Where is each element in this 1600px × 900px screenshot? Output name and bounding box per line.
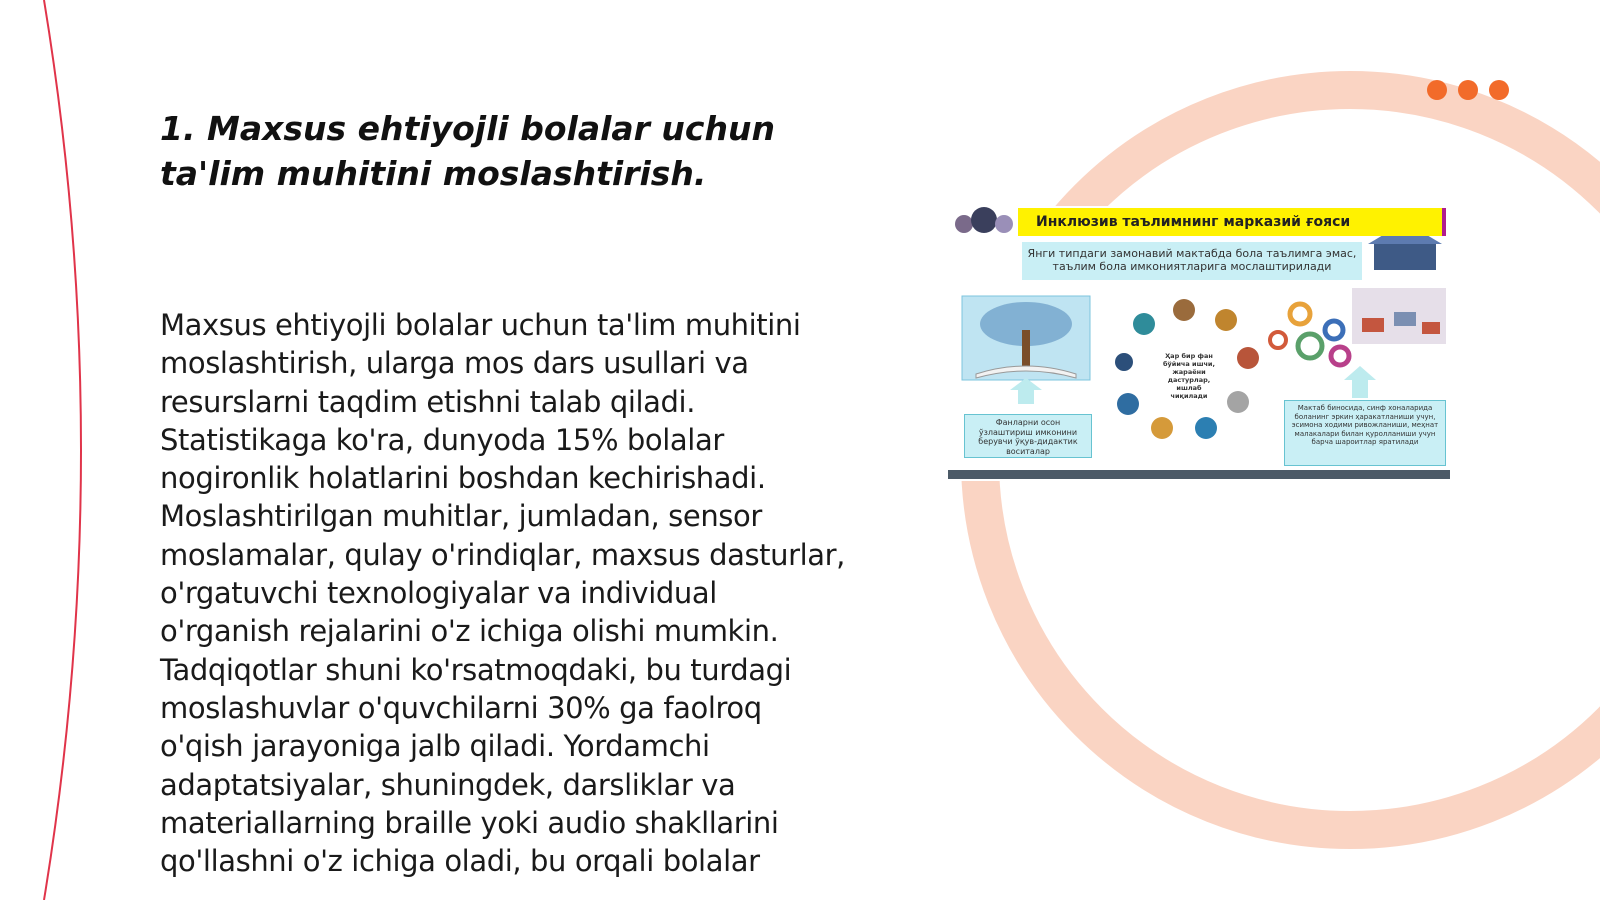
infographic-center-text: Ҳар бир фан бўйича ишчи, жараёни дастурлар, ишлаб чиқилади <box>1163 352 1215 400</box>
infographic-title: Инклюзив таълимнинг марказий ғояси <box>1018 208 1446 236</box>
infographic-right-caption: Мактаб биносида, синф хоналарида боланинг эркин ҳаракатланиши учун, эсимона ходими ривожланиши, меҳнат малакалари билан қуролланиши учун барча шароитлар яратилади <box>1284 400 1446 466</box>
infographic-subtitle: Янги типдаги замонавий мактабда бола таълимга эмас, таълим бола имкониятларига мослаштирилади <box>1022 242 1362 280</box>
gear-icon <box>1270 332 1286 348</box>
people-icon <box>955 215 973 233</box>
subject-icon <box>1115 353 1133 371</box>
dot <box>1427 80 1447 100</box>
subject-icon <box>1173 299 1195 321</box>
arrow-up-icon <box>1344 366 1376 398</box>
left-curve-line <box>44 0 81 900</box>
menu-dots-icon[interactable] <box>1427 80 1509 100</box>
slide-title: 1. Maxsus ehtiyojli bolalar uchun ta'lim muhitini moslashtirish. <box>160 109 775 193</box>
gear-icon <box>1331 347 1349 365</box>
infographic-left-caption: Фанларни осон ўзлаштириш имконини берувчи ўқув-дидактик воситалар <box>964 414 1092 458</box>
subject-icon <box>1117 393 1139 415</box>
subject-icon <box>1151 417 1173 439</box>
people-icon <box>995 215 1013 233</box>
subject-icon <box>1195 417 1217 439</box>
inclusive-education-infographic <box>948 206 1450 481</box>
subject-icon <box>1133 313 1155 335</box>
classroom-desk <box>1422 322 1440 334</box>
tree-trunk <box>1022 330 1030 366</box>
arrow-up-icon <box>1010 378 1042 404</box>
school-building-icon <box>1374 242 1436 270</box>
dot <box>1489 80 1509 100</box>
people-icon <box>971 207 997 233</box>
classroom-desk <box>1394 312 1416 326</box>
infographic-bottom-bar <box>948 470 1450 479</box>
slide-body-text: Maxsus ehtiyojli bolalar uchun ta'lim muhitini moslashtirish, ularga mos dars usullari va resurslarni taqdim etishni talab qiladi. Statistikaga ko'ra, dunyoda 15% bolalar nogironlik holatlarini boshdan kechirishadi. Moslashtirilgan muhitlar, jumladan, sensor moslamalar, qulay o'rindiqlar, maxsus dasturlar, o'rgatuvchi texnologiyalar va individual o'rganish rejalarini o'z ichiga olishi mumkin. Tadqiqotlar shuni ko'rsatmoqdaki, bu turdagi moslashuvlar o'quvchilarni 30% ga faolroq o'qish jarayoniga jalb qiladi. Yordamchi adaptatsiyalar, shuningdek, darsliklar va materiallarning braille yoki audio shakllarini qo'llashni o'z ichiga oladi, bu orqali bolalar <box>160 308 845 879</box>
subject-icon <box>1227 391 1249 413</box>
gear-icon <box>1325 321 1343 339</box>
subject-icon <box>1215 309 1237 331</box>
gear-icon <box>1290 304 1310 324</box>
gear-icon <box>1298 334 1322 358</box>
classroom-desk <box>1362 318 1384 332</box>
dot <box>1458 80 1478 100</box>
subject-icon <box>1237 347 1259 369</box>
